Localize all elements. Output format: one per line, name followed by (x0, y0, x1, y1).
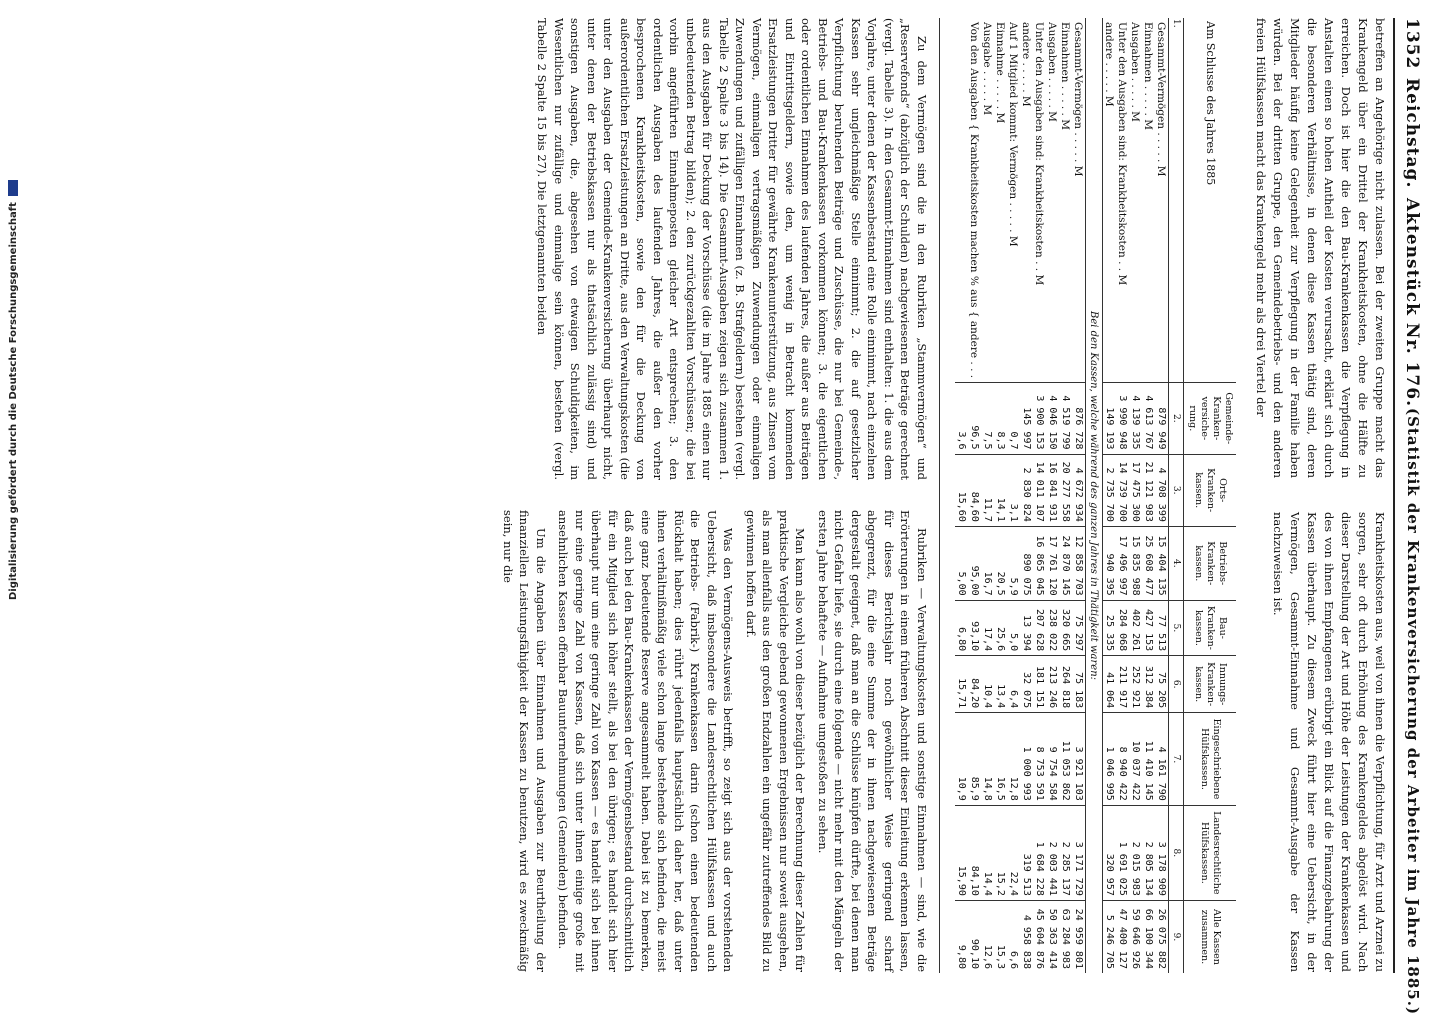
table-header-label: Am Schlusse des Jahres 1885 (1184, 18, 1237, 383)
table-cell: 4 046 150 (1046, 383, 1059, 454)
table-row (1116, 18, 1129, 973)
table-cell: 2 735 700 (1103, 454, 1117, 526)
table-row (1129, 18, 1142, 973)
table-cell: 2 285 137 (1059, 805, 1072, 900)
table-cell: 4 672 934 (1072, 454, 1086, 526)
table-cell: 284 068 (1116, 600, 1129, 655)
table-cell: 15,3 (994, 900, 1007, 973)
table-cell: 17,4 (981, 600, 994, 655)
body-paragraph: Man kann also wohl von dieser bezüglich der Berechnung dieser Zahlen für praktische Vergleiche gebend gewonnenen Ergebnissen nur soweit ausgehen, als man allenfalls aus den großen Endzahlen ein ungefähr zutreffendes Bild zu gewinnen hoffen darf. (744, 510, 808, 972)
table-cell: 1 691 025 (1116, 805, 1129, 900)
table-cell: 15 835 988 (1129, 526, 1142, 600)
table-cell: 14 011 107 (1033, 454, 1046, 526)
table-cell: 2 830 824 (1020, 454, 1033, 526)
table-cell: 13,4 (994, 656, 1007, 713)
table-row (1072, 18, 1086, 973)
table-cell: 4 613 767 (1142, 383, 1155, 454)
table-cell: 12 858 703 (1072, 526, 1086, 600)
table-header-row (1184, 18, 1237, 973)
table-cell: 96,5 (968, 383, 981, 454)
table-cell: 3,1 (1007, 454, 1020, 526)
column-number: 6. (1169, 656, 1184, 713)
table-cell: 32 075 (1020, 656, 1033, 713)
table-row (1155, 18, 1169, 973)
table-cell: 84,20 (968, 656, 981, 713)
dfg-logo-icon (8, 180, 18, 196)
body-paragraph: Rubriken — Verwaltungskosten und sonstige Einnahmen — sind, wie die Erörterungen in einem früheren Abschnitt dieser Einleitung erkennen lassen, für dieses Berichtsjahr noch gewöhnlicher Weise geringend scharf abgegrenzt, für die eine Summe der in ihnen nachgewiesenen Beträge dergestalt geeignet, daß man an die Schlüsse knüpfen dürfte, bei denen man nicht Gefahr liefe, sie durch eine folgende — nicht mehr mit den Mängeln der ersten Jahre behaftete — Aufnahme umgestoßen zu sehen. (816, 510, 929, 972)
table-cell: 95,00 (968, 526, 981, 600)
table-cell: 6,4 (1007, 656, 1020, 713)
table-cell: 181 151 (1033, 656, 1046, 713)
table-cell: 25 335 (1103, 600, 1117, 655)
table-cell: 25,6 (994, 600, 1007, 655)
table-section-caption: Bei den Kassen, welche während des ganzen Jahres in Thätigkeit waren: (1086, 18, 1103, 973)
table-cell: 9,80 (955, 900, 968, 973)
table-cell: 8 940 422 (1116, 713, 1129, 806)
intro-left-text: betreffen an Angehörige nicht zulassen. Bei der zweiten Gruppe macht das Krankengeld über ein Drittel der Krankheitskosten, ohne die Hälfte zu erreichen. Doch ist hier die den Bau-Krankenkassen die Verpflegung in Anstalten einen so hohen Antheil der Kosten verursacht, erklärt sich durch die besonderen Verhältnisse, in denen diese Kassen thätig sind, deren Mitglieder häufig keine Gelegenheit zur Verpflegung in der Familie haben würden. Bei der dritten Gruppe, den Gemeindebetriebs- und den anderen freien Hülfskassen macht das Krankengeld mehr als drei Viertel der (1254, 18, 1387, 478)
table-row (1007, 18, 1020, 973)
digitization-credit (8, 202, 22, 600)
table-cell: 90,10 (968, 900, 981, 973)
table-row (1103, 18, 1117, 973)
column-header: Orts-Kranken-kassen. (1184, 454, 1237, 526)
row-label: Auf 1 Mitglied kommt: Vermögen . . . . . M (1007, 22, 1020, 247)
row-label: Einnahme . . . . . M (994, 22, 1007, 124)
table-cell: 6,6 (1007, 900, 1020, 973)
table-cell: 8 753 591 (1033, 713, 1046, 806)
body-column-right (25, 510, 930, 972)
table-cell: 14 739 700 (1116, 454, 1129, 526)
credit-text: Digitalisierung gefördert durch die Deutsche Forschungsgemeinschaft (8, 202, 19, 600)
body-paragraph: Um die Angaben über Einnahmen und Ausgaben zur Beurtheilung der finanziellen Leistungsfähigkeit der Kassen zu benutzen, wird es zweckmäßig sein, nur die (501, 510, 548, 972)
column-number: 8. (1169, 805, 1184, 900)
column-header: Betriebs-Kranken-kassen. (1184, 526, 1237, 600)
column-number: 9. (1169, 900, 1184, 973)
table-body (955, 18, 1169, 973)
table-cell: 402 261 (1129, 600, 1142, 655)
header-source: Reichstag. (1402, 78, 1422, 189)
table-cell: 17 475 300 (1129, 454, 1142, 526)
table-cell: 15,90 (955, 805, 968, 900)
row-label (955, 18, 968, 383)
row-label: Ausgaben . . . . . M (1046, 22, 1059, 122)
table-cell: 3 178 909 (1155, 805, 1169, 900)
table-cell: 47 400 127 (1116, 900, 1129, 973)
table-cell: 1 000 993 (1020, 713, 1033, 806)
row-label: andere . . . . . M (1020, 22, 1033, 107)
table-cell: 11 053 862 (1059, 713, 1072, 806)
table-cell: 4 958 838 (1020, 900, 1033, 973)
table-cell: 149 193 (1103, 383, 1117, 454)
table-cell: 8,3 (994, 383, 1007, 454)
table-cell: 5,00 (955, 526, 968, 600)
body-column-left (25, 18, 930, 480)
table-cell: 1 684 228 (1033, 805, 1046, 900)
table-row (955, 18, 968, 973)
table-cell: 16 841 931 (1046, 454, 1059, 526)
table-cell: 879 949 (1155, 383, 1169, 454)
table-bottom-rule (939, 18, 940, 973)
table-cell: 14,8 (981, 713, 994, 806)
table-cell: 20,5 (994, 526, 1007, 600)
table-cell: 10,9 (955, 713, 968, 806)
column-number: 1. (1169, 18, 1184, 383)
column-number: 4. (1169, 526, 1184, 600)
table-cell: 427 153 (1142, 600, 1155, 655)
table-cell: 85,9 (968, 713, 981, 806)
table-cell: 264 818 (1059, 656, 1072, 713)
table-row (1020, 18, 1033, 973)
row-label: Einnahmen . . . . . M (1059, 22, 1072, 130)
row-label: Von den Ausgaben { Krankheitskosten machen % aus { andere . . . (968, 22, 981, 379)
table-row (994, 18, 1007, 973)
table-cell: 4 519 799 (1059, 383, 1072, 454)
table-cell: 890 075 (1020, 526, 1033, 600)
table-cell: 1 046 995 (1103, 713, 1117, 806)
table-cell: 312 384 (1142, 656, 1155, 713)
row-label: Einnahmen . . . . . M (1142, 22, 1155, 130)
statistics-table (955, 18, 1236, 973)
table-cell: 0,7 (1007, 383, 1020, 454)
table-cell: 3 171 729 (1072, 805, 1086, 900)
table-cell: 75 297 (1072, 600, 1086, 655)
column-number: 3. (1169, 454, 1184, 526)
table-row (1059, 18, 1072, 973)
rotated-document (12, 0, 1432, 1015)
table-cell: 207 628 (1033, 600, 1046, 655)
table-cell: 77 513 (1155, 600, 1169, 655)
column-header: Gemeinde-Kranken-versiche-rung. (1184, 383, 1237, 454)
table-cell: 15,71 (955, 656, 968, 713)
header-rule (1393, 18, 1395, 973)
table-cell: 940 395 (1103, 526, 1117, 600)
table-cell: 11,7 (981, 454, 994, 526)
table-cell: 16,5 (994, 713, 1007, 806)
table-cell: 25 608 477 (1142, 526, 1155, 600)
table-cell: 14,1 (994, 454, 1007, 526)
table-cell: 3 900 153 (1033, 383, 1046, 454)
table-cell: 2 003 441 (1046, 805, 1059, 900)
column-header: Innungs-Kranken-kassen. (1184, 656, 1237, 713)
table-cell: 24 959 801 (1072, 900, 1086, 973)
table-cell: 10 037 422 (1129, 713, 1142, 806)
table-cell: 16 865 045 (1033, 526, 1046, 600)
table-cell: 5 246 705 (1103, 900, 1117, 973)
table-row (1033, 18, 1046, 973)
table-cell: 13 394 (1020, 600, 1033, 655)
body-paragraph: Was den Vermögens-Ausweis betrifft, so zeigt sich aus der vorstehenden Uebersicht, daß insbesondere die Landesrechtlichen Hülfskassen und auch die Betriebs- (Fabrik-) Krankenkassen darin (schon einen bedeutenden Rückhalt haben; dies rührt jedenfalls hauptsächlich daher her, daß unter ihnen verhältnißmäßig viele schon lange bestehende sich befinden, die meist eine ganz bedeutende Reserve angesammelt haben. Dabei ist zu bemerken, daß auch bei den Bau-Krankenkassen der Vermögensbestand durchschnittlich für ein Mitglied sich höher stellt, als bei den übrigen; es handelt sich hier überhaupt nur um eine geringe Zahl von Kassen — es handelt sich bei ihnen nur eine geringe Zahl von Kassen, daß sich unter ihnen einige große mit ansehnlichen Kassen offenbar Bauunternehmungen (Gemeinden) befinden. (556, 510, 736, 972)
table-cell: 320 957 (1103, 805, 1117, 900)
table-cell: 26 075 882 (1155, 900, 1169, 973)
column-number: 2. (1169, 383, 1184, 454)
table-cell: 12,6 (981, 900, 994, 973)
table-cell: 145 997 (1020, 383, 1033, 454)
table-cell: 45 604 876 (1033, 900, 1046, 973)
table-cell: 3,6 (955, 383, 968, 454)
table-cell: 10,4 (981, 656, 994, 713)
table-cell: 211 917 (1116, 656, 1129, 713)
column-number: 5. (1169, 600, 1184, 655)
table-cell: 15,60 (955, 454, 968, 526)
table-cell: 20 277 558 (1059, 454, 1072, 526)
column-number: 7. (1169, 713, 1184, 806)
table-cell: 876 728 (1072, 383, 1086, 454)
table-cell: 213 246 (1046, 656, 1059, 713)
table-cell: 5,0 (1007, 600, 1020, 655)
table-cell: 22,4 (1007, 805, 1020, 900)
table-cell: 319 513 (1020, 805, 1033, 900)
table-cell: 75 183 (1072, 656, 1086, 713)
column-header: Landesrechtliche Hülfskassen. (1184, 805, 1237, 900)
table-cell: 24 870 145 (1059, 526, 1072, 600)
header-title: (Statistik der Krankenversicherung der Arbeiter im Jahre 1885.) (1404, 408, 1422, 1015)
table-cell: 14,4 (981, 805, 994, 900)
table-cell: 16,7 (981, 526, 994, 600)
column-header: Bau-Kranken-kassen. (1184, 600, 1237, 655)
body-paragraph: Zu dem Vermögen sind die in den Rubriken „Stammvermögen“ und „Reservefonds“ (abzüglich der Schulden) nachgewiesenen Beträge gerechnet (vergl. Tabelle 3). In den Gesammt-Einnahmen sind enthalten: 1. die aus dem Vorjahre, unter denen der Kassenbestand eine Rolle einnimmt, nach einzelnen Kassen sehr ungleichmäßige Stelle einnimmt; 2. die auf gesetzlicher Verpflichtung beruhenden Beiträge und Zuschüsse, die nur bei Gemeinde-, Betriebs- und Bau-Krankenkassen vorkommen können; 3. die eigentlichen oder ordentlichen Einnahmen des laufenden Jahres, die außer aus Beiträgen und Eintrittsgeldern, sowie den, um wenig in Betracht kommenden Ersatzleistungen Dritter für gewährte Krankenunterstützung, aus Zinsen vom Vermögen, einmaligen vertragsmäßigen Zuwendungen oder einmaligen Zuwendungen und zufälligen Einnahmen (z. B. Strafgeldern) bestehen (vergl. Tabelle 2 Spalte 3 bis 14). Die Gesammt-Ausgaben zeigen sich zusammen 1. aus den Ausgaben für Deckung der Vorschüsse (die im Jahre 1885 einen nur unbedeutenden Betrag bilden); 2. den zurückgezahlten Vorschüssen; die bei vorbin angeführten Einnahmeposten gleicher Art entsprechen; 3. den ordentlichen Ausgaben des laufenden Jahres, die außer den vorher besprochenen Krankheitskosten, sowie den für die Deckung von außerordentlichen Ersatzleistungen an Dritte, aus den Verwaltungskosten (die unter den Ausgaben der Gemeinde-Krankenversicherung überhaupt nicht, unter denen der Betriebskassen nur als thatsächlich zulässig sind) und sonstigen Ausgaben, die, abgesehen von etwaigen Schuldigkeiten, im Wesentlichen nur zufällige und einmalige sein können, bestehen (vergl. Tabelle 2 Spalte 15 bis 27). Die letztgenannten beiden (535, 18, 929, 480)
table-cell: 75 205 (1155, 656, 1169, 713)
table-cell: 7,5 (981, 383, 994, 454)
table-section-caption-row (1086, 18, 1103, 973)
row-label: Ausgaben . . . . . M (1129, 22, 1142, 122)
table-row (981, 18, 994, 973)
table-cell: 15 404 135 (1155, 526, 1169, 600)
page-header (1396, 18, 1426, 1015)
row-label: Ausgabe . . . . . M (981, 22, 994, 116)
table-cell: 252 921 (1129, 656, 1142, 713)
table-cell: 5,9 (1007, 526, 1020, 600)
table-cell: 4 161 790 (1155, 713, 1169, 806)
table-row (1142, 18, 1155, 973)
column-header: Alle Kassen zusammen. (1184, 900, 1237, 973)
column-header: Eingeschriebene Hülfskassen. (1184, 713, 1237, 806)
table-cell: 3 921 103 (1072, 713, 1086, 806)
table-cell: 12,8 (1007, 713, 1020, 806)
page-number: 1352 (1402, 18, 1422, 70)
table-cell: 4 139 335 (1129, 383, 1142, 454)
table-row (968, 18, 981, 973)
table-cell: 63 284 983 (1059, 900, 1072, 973)
table-cell: 17 496 997 (1116, 526, 1129, 600)
table-cell: 4 708 399 (1155, 454, 1169, 526)
table-cell: 6,80 (955, 600, 968, 655)
table-cell: 50 363 414 (1046, 900, 1059, 973)
table-cell: 66 100 344 (1142, 900, 1155, 973)
column-number-row (1169, 18, 1184, 973)
row-label: Unter den Ausgaben sind: Krankheitskosten . . M (1033, 22, 1046, 286)
table-cell: 59 646 926 (1129, 900, 1142, 973)
intro-right-text: Krankheitskosten aus, weil von ihnen die Verpflichtung, für Arzt und Arznei zu sorgen, sehr oft durch Erhöhung des Krankengeldes abgelöst wird. Nach dieser Darstellung der Art und Höhe der Leistungen der Krankenkassen und des von ihnen Empfangenen erübrigt ein Blick auf die Finanzgebahrung der Kassen überhaupt. Zu diesem Zweck führt hier eine Uebersicht, in der Vermögen, Gesammt-Einnahme und Gesammt-Ausgabe der Kassen nachzuweisen ist. (1271, 512, 1387, 972)
table-cell: 17 761 120 (1046, 526, 1059, 600)
row-label: Gesammt-Vermögen . . . . . M (1155, 22, 1168, 177)
table-cell: 15,2 (994, 805, 1007, 900)
table-cell: 238 022 (1046, 600, 1059, 655)
header-document-ref: Aktenstück Nr. 176. (1402, 198, 1422, 408)
table-cell: 21 121 983 (1142, 454, 1155, 526)
table-cell: 3 990 948 (1116, 383, 1129, 454)
table-cell: 93,10 (968, 600, 981, 655)
row-label: andere . . . . . M (1103, 22, 1116, 107)
row-label: Unter den Ausgaben sind: Krankheitskosten . . M (1116, 22, 1129, 286)
table-cell: 41 064 (1103, 656, 1117, 713)
table-row (1046, 18, 1059, 973)
row-label: Gesammt-Vermögen . . . . . M (1072, 22, 1085, 177)
table-cell: 320 665 (1059, 600, 1072, 655)
table-cell: 84,60 (968, 454, 981, 526)
table-cell: 9 754 584 (1046, 713, 1059, 806)
table-cell: 11 410 145 (1142, 713, 1155, 806)
table-cell: 2 015 983 (1129, 805, 1142, 900)
table-cell: 2 805 134 (1142, 805, 1155, 900)
table-cell: 84,10 (968, 805, 981, 900)
